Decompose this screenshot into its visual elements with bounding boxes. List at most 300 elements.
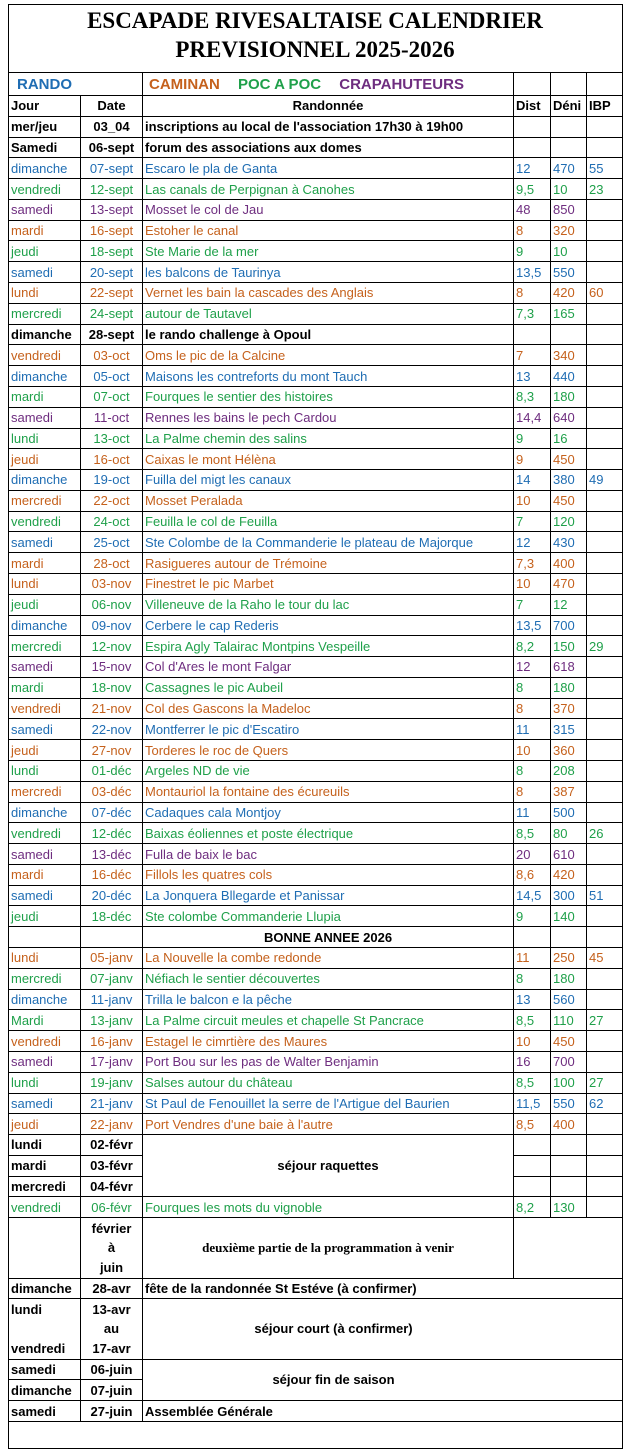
deni-cell: 12 — [551, 594, 587, 615]
ibp-cell — [587, 407, 623, 428]
table-row — [9, 407, 623, 428]
rando-cell: Fourques le sentier des histoires — [143, 386, 514, 407]
date-cell: 28-sept — [81, 324, 143, 345]
date-cell: juin — [81, 1258, 143, 1278]
dist-cell: 8,2 — [514, 636, 551, 657]
table-row — [9, 657, 623, 678]
day-cell: vendredi — [9, 1197, 81, 1218]
date-cell: 20-déc — [81, 885, 143, 906]
dist-cell: 8,3 — [514, 386, 551, 407]
legend-rando: RANDO — [9, 73, 143, 96]
date-cell: 11-oct — [81, 407, 143, 428]
ibp-cell — [587, 262, 623, 283]
ibp-cell: 49 — [587, 470, 623, 491]
date-cell: 16-janv — [81, 1031, 143, 1052]
date-cell: 06-nov — [81, 594, 143, 615]
dist-cell: 20 — [514, 844, 551, 865]
ibp-cell — [587, 677, 623, 698]
day-cell: samedi — [9, 885, 81, 906]
day-cell: lundi — [9, 1299, 81, 1319]
ibp-cell: 23 — [587, 179, 623, 200]
rando-cell: Montferrer le pic d'Escatiro — [143, 719, 514, 740]
ibp-cell — [587, 615, 623, 636]
date-cell: 03-nov — [81, 573, 143, 594]
date-cell: 11-janv — [81, 989, 143, 1010]
day-cell: samedi — [9, 1093, 81, 1114]
ibp-cell — [587, 698, 623, 719]
dist-cell: 11 — [514, 802, 551, 823]
deni-cell: 450 — [551, 449, 587, 470]
deni-cell: 450 — [551, 490, 587, 511]
table-row — [9, 823, 623, 844]
table-row — [9, 241, 623, 262]
table-row — [9, 1135, 623, 1156]
deni-cell: 420 — [551, 864, 587, 885]
deni-cell: 180 — [551, 968, 587, 989]
dist-cell: 8,5 — [514, 823, 551, 844]
table-row — [9, 428, 623, 449]
deni-cell: 400 — [551, 1114, 587, 1135]
rando-cell: Trilla le balcon e la pêche — [143, 989, 514, 1010]
table-row — [9, 1299, 623, 1319]
day-cell: dimanche — [9, 470, 81, 491]
dist-cell: 8 — [514, 781, 551, 802]
day-cell: samedi — [9, 199, 81, 220]
table-row — [9, 781, 623, 802]
deni-cell: 380 — [551, 470, 587, 491]
ibp-cell — [587, 740, 623, 761]
dist-cell: 9 — [514, 906, 551, 927]
day-cell: vendredi — [9, 698, 81, 719]
rando-cell: Fuilla del migt les canaux — [143, 470, 514, 491]
day-cell: jeudi — [9, 906, 81, 927]
deni-cell: 140 — [551, 906, 587, 927]
day-cell: mardi — [9, 386, 81, 407]
table-row — [9, 303, 623, 324]
day-cell: samedi — [9, 1051, 81, 1072]
legend-row — [9, 73, 623, 96]
legend-poc: POC A POC — [238, 75, 322, 93]
dist-cell: 8 — [514, 283, 551, 304]
dist-cell: 7,3 — [514, 553, 551, 574]
date-cell: 03-oct — [81, 345, 143, 366]
rando-cell: Néfiach le sentier découvertes — [143, 968, 514, 989]
ibp-cell — [587, 303, 623, 324]
ibp-cell — [587, 220, 623, 241]
table-row — [9, 677, 623, 698]
day-cell: mer/jeu — [9, 116, 81, 137]
rando-cell: Mosset le col de Jau — [143, 199, 514, 220]
date-cell: 22-nov — [81, 719, 143, 740]
table-row — [9, 1278, 623, 1299]
deni-cell: 470 — [551, 158, 587, 179]
ibp-cell — [587, 428, 623, 449]
rando-cell: Argeles ND de vie — [143, 761, 514, 782]
day-cell: mercredi — [9, 781, 81, 802]
date-cell: 21-nov — [81, 698, 143, 719]
day-cell: dimanche — [9, 989, 81, 1010]
deni-cell: 400 — [551, 553, 587, 574]
deni-cell: 120 — [551, 511, 587, 532]
day-cell: dimanche — [9, 324, 81, 345]
dist-cell: 13 — [514, 989, 551, 1010]
deni-cell: 300 — [551, 885, 587, 906]
deni-cell: 315 — [551, 719, 587, 740]
date-cell: 03-févr — [81, 1155, 143, 1176]
table-row — [9, 906, 623, 927]
dist-cell: 7 — [514, 511, 551, 532]
day-cell: dimanche — [9, 615, 81, 636]
header-ibp: IBP — [587, 96, 623, 117]
ibp-cell — [587, 989, 623, 1010]
deni-cell: 440 — [551, 366, 587, 387]
rando-cell: autour de Tautavel — [143, 303, 514, 324]
day-cell: samedi — [9, 1401, 81, 1422]
day-cell: dimanche — [9, 366, 81, 387]
deni-cell: 110 — [551, 1010, 587, 1031]
rando-cell: Port Vendres d'une baie à l'autre — [143, 1114, 514, 1135]
deni-cell: 560 — [551, 989, 587, 1010]
day-cell: samedi — [9, 844, 81, 865]
table-row — [9, 948, 623, 969]
table-row — [9, 636, 623, 657]
legend-groups — [143, 73, 514, 96]
table-row — [9, 262, 623, 283]
day-cell: vendredi — [9, 1031, 81, 1052]
ibp-cell — [587, 553, 623, 574]
calendar-table — [8, 72, 623, 1422]
dist-cell: 8 — [514, 698, 551, 719]
ibp-cell — [587, 968, 623, 989]
sejour-fin-saison-label: séjour fin de saison — [143, 1359, 623, 1401]
ibp-cell — [587, 781, 623, 802]
date-cell: 01-déc — [81, 761, 143, 782]
date-cell: 12-sept — [81, 179, 143, 200]
deni-cell: 16 — [551, 428, 587, 449]
dist-cell: 10 — [514, 573, 551, 594]
day-cell: samedi — [9, 1359, 81, 1380]
deni-cell: 150 — [551, 636, 587, 657]
day-cell: lundi — [9, 573, 81, 594]
rando-cell: fête de la randonnée St Estéve (à confirmer) — [143, 1278, 623, 1299]
title-line-2: PREVISIONNEL 2025-2026 — [175, 37, 455, 62]
date-cell: 13-avr — [81, 1299, 143, 1319]
day-cell: lundi — [9, 1135, 81, 1156]
dist-cell: 7 — [514, 345, 551, 366]
date-cell: 04-févr — [81, 1176, 143, 1197]
day-cell: dimanche — [9, 1278, 81, 1299]
header-date: Date — [81, 96, 143, 117]
table-row — [9, 927, 623, 948]
rando-cell: Las canals de Perpignan à Canohes — [143, 179, 514, 200]
dist-cell — [514, 137, 551, 158]
date-cell: 12-nov — [81, 636, 143, 657]
dist-cell: 11 — [514, 948, 551, 969]
day-cell: samedi — [9, 262, 81, 283]
date-cell: février — [81, 1218, 143, 1238]
date-cell: 18-sept — [81, 241, 143, 262]
date-cell: 07-janv — [81, 968, 143, 989]
date-cell: 13-janv — [81, 1010, 143, 1031]
dist-cell: 9 — [514, 428, 551, 449]
date-cell: 15-nov — [81, 657, 143, 678]
date-cell: 07-déc — [81, 802, 143, 823]
header-randonnee: Randonnée — [143, 96, 514, 117]
dist-cell: 8 — [514, 220, 551, 241]
deni-cell: 640 — [551, 407, 587, 428]
rando-cell: Feuilla le col de Feuilla — [143, 511, 514, 532]
dist-cell: 8 — [514, 761, 551, 782]
title-line-1: ESCAPADE RIVESALTAISE CALENDRIER — [87, 8, 543, 33]
table-row — [9, 1218, 623, 1238]
date-cell: 13-oct — [81, 428, 143, 449]
date-cell: 07-juin — [81, 1380, 143, 1401]
table-row — [9, 1093, 623, 1114]
table-row — [9, 179, 623, 200]
rando-cell: Finestret le pic Marbet — [143, 573, 514, 594]
rando-cell: Col des Gascons la Madeloc — [143, 698, 514, 719]
dist-cell: 7 — [514, 594, 551, 615]
ibp-cell: 27 — [587, 1010, 623, 1031]
date-cell: 07-oct — [81, 386, 143, 407]
deni-cell: 700 — [551, 1051, 587, 1072]
deni-cell: 610 — [551, 844, 587, 865]
day-cell: mercredi — [9, 968, 81, 989]
table-row — [9, 1072, 623, 1093]
dist-cell: 13 — [514, 366, 551, 387]
deni-cell: 550 — [551, 1093, 587, 1114]
dist-cell: 8,2 — [514, 1197, 551, 1218]
day-cell: lundi — [9, 283, 81, 304]
date-cell: 22-oct — [81, 490, 143, 511]
rando-cell: Rasigueres autour de Trémoine — [143, 553, 514, 574]
day-cell: jeudi — [9, 1114, 81, 1135]
table-row — [9, 199, 623, 220]
table-row — [9, 761, 623, 782]
rando-cell: forum des associations aux domes — [143, 137, 514, 158]
date-cell: 06-juin — [81, 1359, 143, 1380]
rando-cell: Cassagnes le pic Aubeil — [143, 677, 514, 698]
table-row — [9, 844, 623, 865]
ibp-cell: 60 — [587, 283, 623, 304]
day-cell: jeudi — [9, 594, 81, 615]
deni-cell: 618 — [551, 657, 587, 678]
date-cell: 05-janv — [81, 948, 143, 969]
date-cell: 24-oct — [81, 511, 143, 532]
table-row — [9, 864, 623, 885]
day-cell: mardi — [9, 864, 81, 885]
date-cell: 18-déc — [81, 906, 143, 927]
day-cell: samedi — [9, 407, 81, 428]
table-row — [9, 158, 623, 179]
dist-cell: 8,5 — [514, 1114, 551, 1135]
ibp-cell: 45 — [587, 948, 623, 969]
table-row — [9, 1031, 623, 1052]
table-row — [9, 1114, 623, 1135]
rando-cell: Ste Colombe de la Commanderie le plateau de Majorque — [143, 532, 514, 553]
date-cell: au — [81, 1319, 143, 1339]
rando-cell: Ste colombe Commanderie Llupia — [143, 906, 514, 927]
dist-cell: 8 — [514, 677, 551, 698]
date-cell: 05-oct — [81, 366, 143, 387]
table-row — [9, 1401, 623, 1422]
date-cell: à — [81, 1238, 143, 1258]
date-cell: 27-juin — [81, 1401, 143, 1422]
rando-cell: Cerbere le cap Rederis — [143, 615, 514, 636]
rando-cell: Ste Marie de la mer — [143, 241, 514, 262]
dist-cell: 8 — [514, 968, 551, 989]
rando-cell: Mosset Peralada — [143, 490, 514, 511]
day-cell — [9, 927, 81, 948]
table-row — [9, 470, 623, 491]
dist-cell: 14 — [514, 470, 551, 491]
ibp-cell: 27 — [587, 1072, 623, 1093]
deni-cell: 420 — [551, 283, 587, 304]
rando-cell: La Palme circuit meules et chapelle St Pancrace — [143, 1010, 514, 1031]
rando-cell: Montauriol la fontaine des écureuils — [143, 781, 514, 802]
dist-cell: 12 — [514, 532, 551, 553]
deni-cell: 165 — [551, 303, 587, 324]
day-cell: vendredi — [9, 345, 81, 366]
day-cell: mercredi — [9, 490, 81, 511]
rando-cell: BONNE ANNEE 2026 — [143, 927, 514, 948]
rando-cell: Port Bou sur les pas de Walter Benjamin — [143, 1051, 514, 1072]
deni-cell: 360 — [551, 740, 587, 761]
table-row — [9, 1359, 623, 1380]
ibp-cell — [587, 927, 623, 948]
day-cell: mercredi — [9, 1176, 81, 1197]
dist-cell: 11 — [514, 719, 551, 740]
day-cell: mercredi — [9, 636, 81, 657]
day-cell: mardi — [9, 553, 81, 574]
date-cell: 22-sept — [81, 283, 143, 304]
rando-cell: Estagel le cimrtière des Maures — [143, 1031, 514, 1052]
deni-cell: 320 — [551, 220, 587, 241]
deni-cell: 208 — [551, 761, 587, 782]
date-cell: 27-nov — [81, 740, 143, 761]
date-cell: 03-déc — [81, 781, 143, 802]
dist-cell: 13,5 — [514, 615, 551, 636]
rando-cell: Vernet les bain la cascades des Anglais — [143, 283, 514, 304]
date-cell — [81, 927, 143, 948]
rando-cell: Villeneuve de la Raho le tour du lac — [143, 594, 514, 615]
table-row — [9, 802, 623, 823]
date-cell: 19-janv — [81, 1072, 143, 1093]
rando-cell: Col d'Ares le mont Falgar — [143, 657, 514, 678]
day-cell: dimanche — [9, 802, 81, 823]
deni-cell: 500 — [551, 802, 587, 823]
dist-cell: 8,6 — [514, 864, 551, 885]
day-cell: samedi — [9, 719, 81, 740]
table-row — [9, 137, 623, 158]
ibp-cell: 55 — [587, 158, 623, 179]
dist-cell — [514, 116, 551, 137]
ibp-cell — [587, 241, 623, 262]
date-cell: 13-sept — [81, 199, 143, 220]
deni-cell: 100 — [551, 1072, 587, 1093]
legend-caminan: CAMINAN — [149, 75, 220, 93]
rando-cell: Oms le pic de la Calcine — [143, 345, 514, 366]
deni-cell: 850 — [551, 199, 587, 220]
date-cell: 06-févr — [81, 1197, 143, 1218]
ibp-cell — [587, 449, 623, 470]
ibp-cell — [587, 573, 623, 594]
dist-cell: 10 — [514, 490, 551, 511]
rando-cell: St Paul de Fenouillet la serre de l'Artigue del Baurien — [143, 1093, 514, 1114]
ibp-cell — [587, 1197, 623, 1218]
ibp-cell — [587, 864, 623, 885]
rando-cell: Assemblée Générale — [143, 1401, 623, 1422]
rando-cell: Torderes le roc de Quers — [143, 740, 514, 761]
ibp-cell — [587, 802, 623, 823]
date-cell: 16-déc — [81, 864, 143, 885]
ibp-cell: 62 — [587, 1093, 623, 1114]
day-cell: vendredi — [9, 1339, 81, 1359]
day-cell: mardi — [9, 220, 81, 241]
dist-cell: 9 — [514, 449, 551, 470]
date-cell: 16-sept — [81, 220, 143, 241]
table-row — [9, 283, 623, 304]
deni-cell: 10 — [551, 241, 587, 262]
table-row — [9, 345, 623, 366]
deni-cell: 370 — [551, 698, 587, 719]
table-row — [9, 449, 623, 470]
ibp-cell — [587, 199, 623, 220]
date-cell: 20-sept — [81, 262, 143, 283]
day-cell: dimanche — [9, 1380, 81, 1401]
day-cell: vendredi — [9, 179, 81, 200]
deni-cell: 387 — [551, 781, 587, 802]
rando-cell: Maisons les contreforts du mont Tauch — [143, 366, 514, 387]
table-row — [9, 386, 623, 407]
table-row — [9, 573, 623, 594]
date-cell: 18-nov — [81, 677, 143, 698]
header-row — [9, 96, 623, 117]
day-cell: lundi — [9, 428, 81, 449]
date-cell: 06-sept — [81, 137, 143, 158]
deni-cell: 10 — [551, 179, 587, 200]
rando-cell: La Palme chemin des salins — [143, 428, 514, 449]
ibp-cell — [587, 844, 623, 865]
deni-cell: 180 — [551, 386, 587, 407]
date-cell: 07-sept — [81, 158, 143, 179]
day-cell: jeudi — [9, 241, 81, 262]
day-cell: vendredi — [9, 823, 81, 844]
ibp-cell — [587, 719, 623, 740]
rando-cell: Espira Agly Talairac Montpins Vespeille — [143, 636, 514, 657]
date-cell: 25-oct — [81, 532, 143, 553]
day-cell: dimanche — [9, 158, 81, 179]
dist-cell: 10 — [514, 740, 551, 761]
ibp-cell — [587, 761, 623, 782]
rando-cell: les balcons de Taurinya — [143, 262, 514, 283]
deni-cell — [551, 116, 587, 137]
dist-cell: 48 — [514, 199, 551, 220]
dist-cell: 8,5 — [514, 1010, 551, 1031]
page-title — [9, 6, 621, 64]
dist-cell: 16 — [514, 1051, 551, 1072]
table-row — [9, 116, 623, 137]
day-cell: samedi — [9, 532, 81, 553]
header-deni: Déni — [551, 96, 587, 117]
date-cell: 16-oct — [81, 449, 143, 470]
date-cell: 28-avr — [81, 1278, 143, 1299]
deni-cell: 80 — [551, 823, 587, 844]
deni-cell: 130 — [551, 1197, 587, 1218]
deni-cell: 340 — [551, 345, 587, 366]
table-row — [9, 1010, 623, 1031]
rando-cell: Fillols les quatres cols — [143, 864, 514, 885]
